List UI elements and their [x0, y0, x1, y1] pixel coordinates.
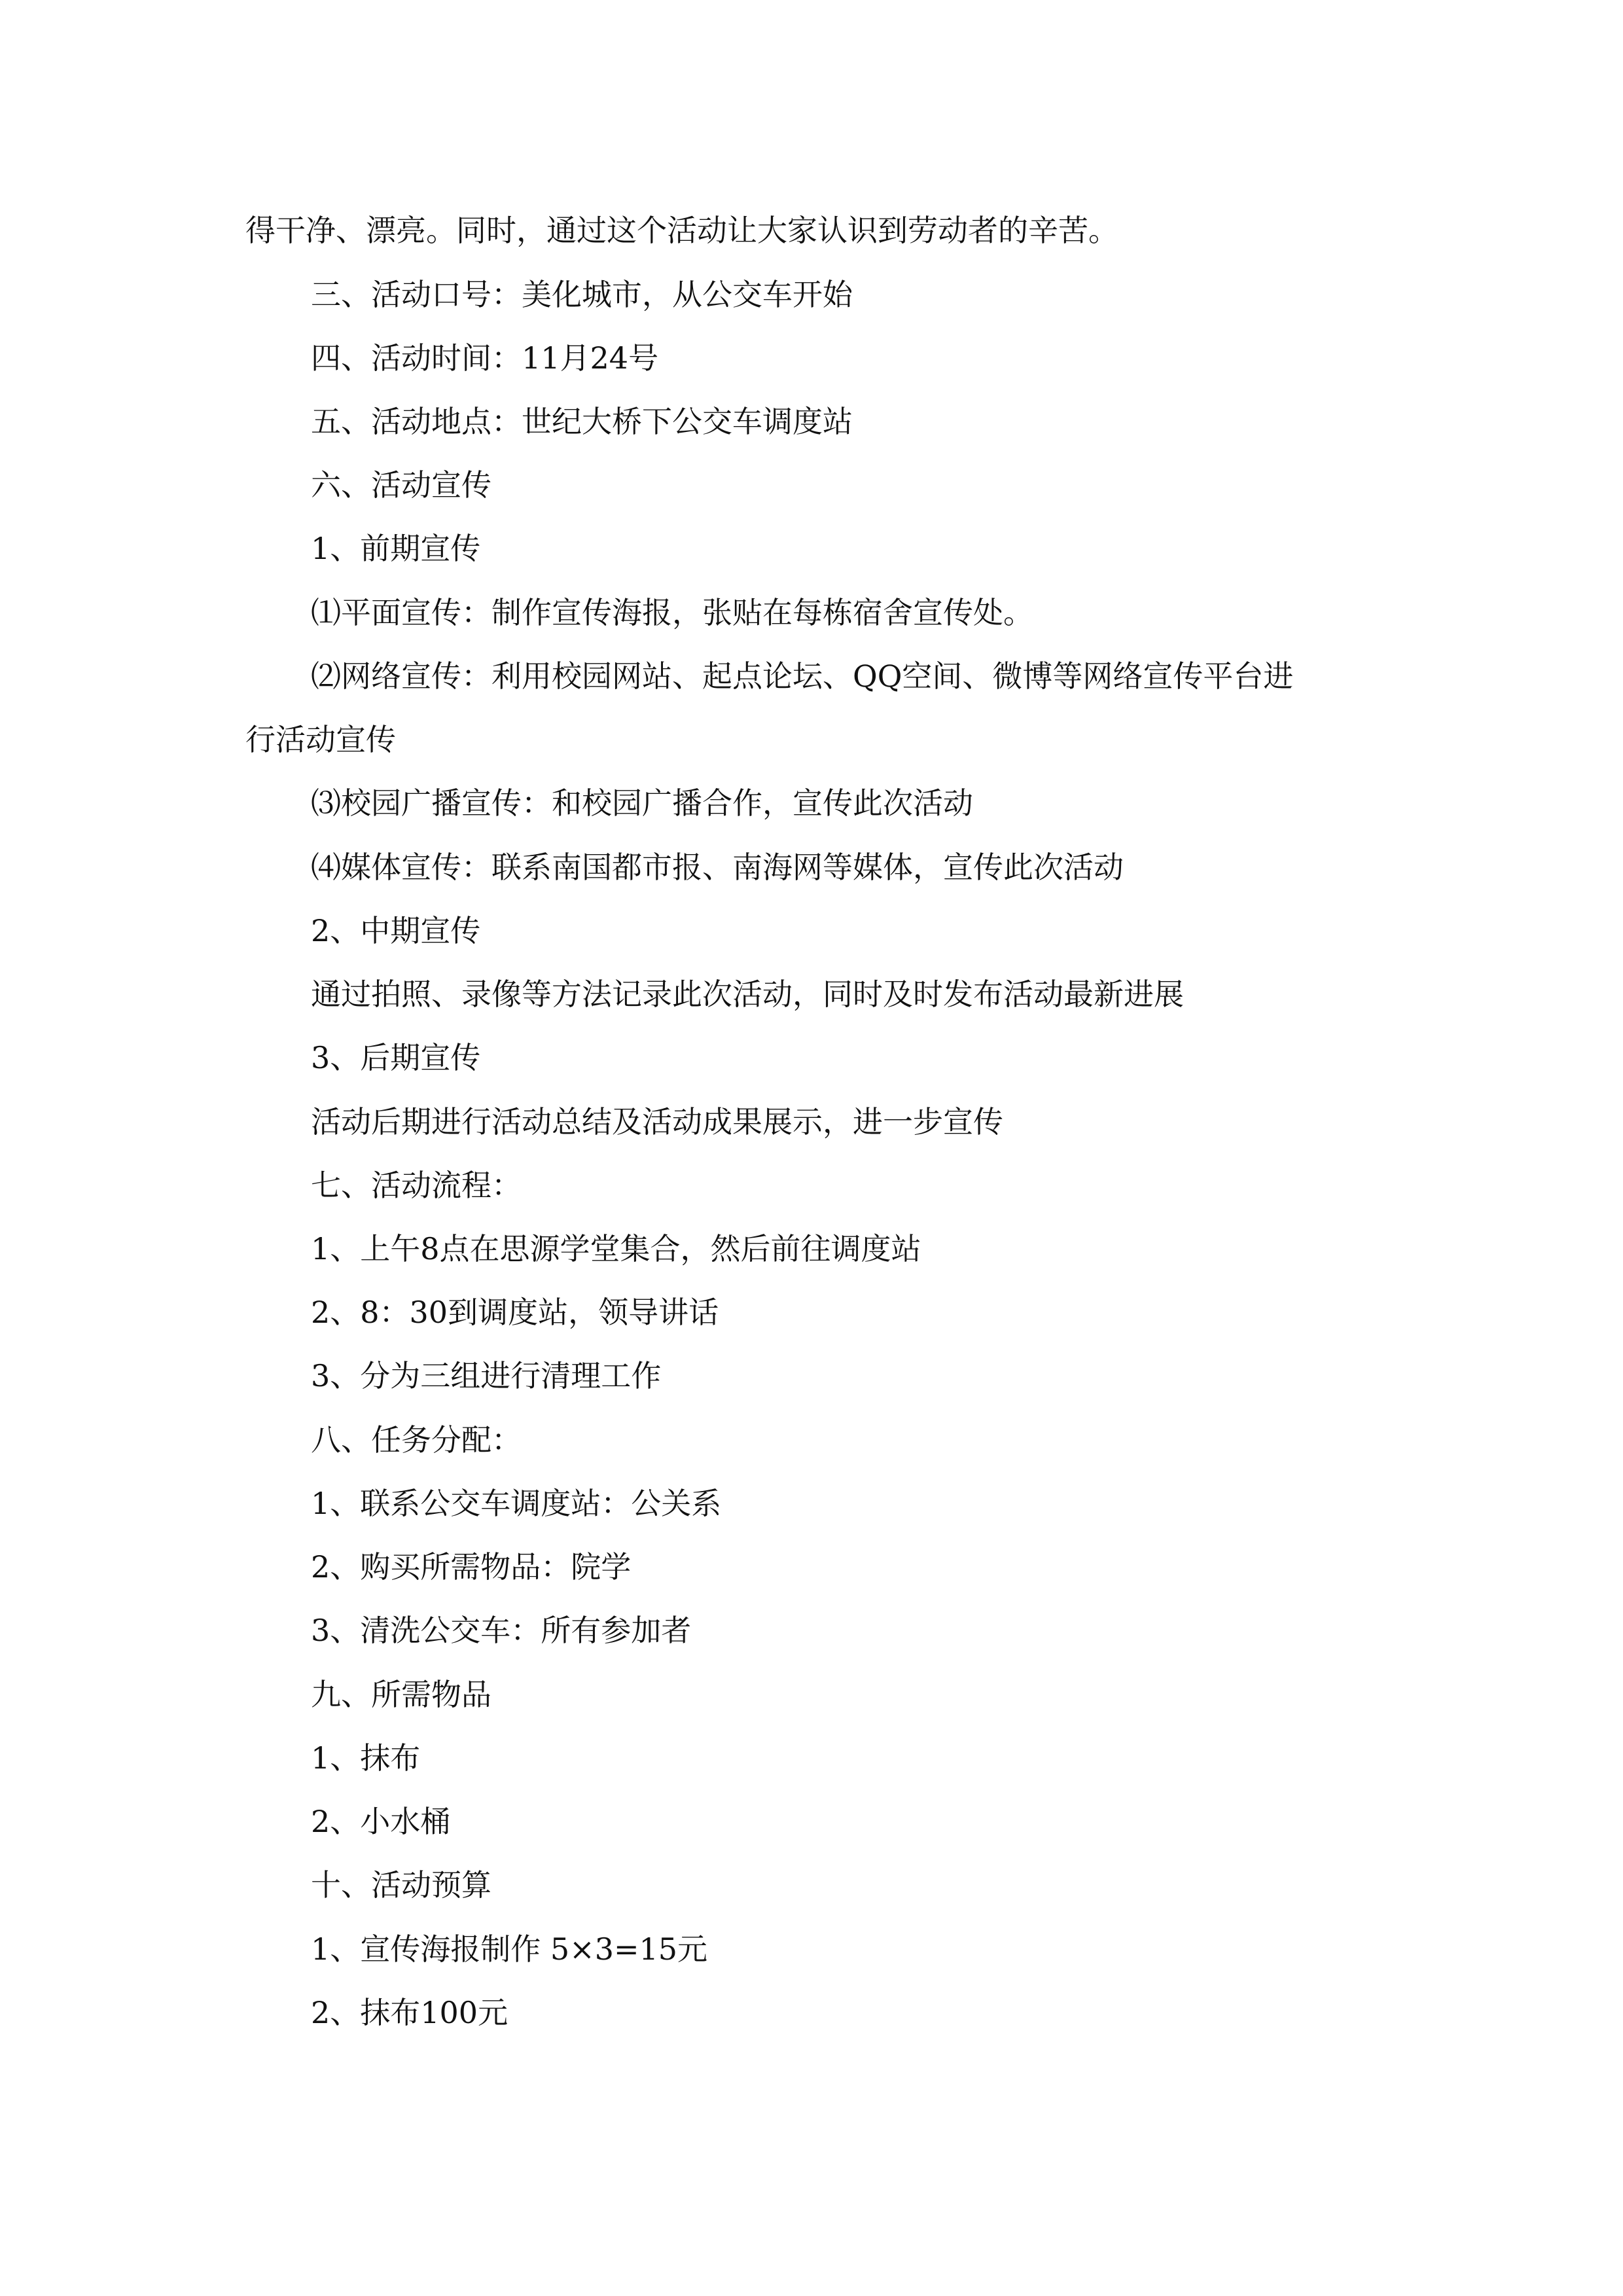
- paragraph-line: 得干净、漂亮。同时，通过这个活动让大家认识到劳动者的辛苦。: [245, 213, 1118, 248]
- list-item: 2、8：30到调度站，领导讲话: [311, 1295, 719, 1330]
- heading-time: 四、活动时间：11月24号: [311, 340, 659, 376]
- list-item: 3、清洗公交车：所有参加者: [311, 1613, 692, 1648]
- paragraph-line: 活动后期进行活动总结及活动成果展示，进一步宣传: [311, 1104, 1003, 1139]
- list-item-continuation: 行活动宣传: [245, 722, 396, 757]
- list-item: ⑴平面宣传：制作宣传海报，张贴在每栋宿舍宣传处。: [311, 595, 1033, 630]
- list-item: 1、宣传海报制作 5×3=15元: [311, 1931, 708, 1967]
- list-item: 3、分为三组进行清理工作: [311, 1358, 662, 1393]
- heading-slogan: 三、活动口号：美化城市，从公交车开始: [311, 277, 853, 312]
- subheading-mid-publicity: 2、中期宣传: [311, 913, 481, 948]
- heading-materials: 九、所需物品: [311, 1677, 491, 1712]
- heading-location: 五、活动地点：世纪大桥下公交车调度站: [311, 404, 853, 439]
- list-item: 2、小水桶: [311, 1804, 451, 1839]
- list-item: 1、抹布: [311, 1740, 421, 1776]
- list-item: ⑷媒体宣传：联系南国都市报、南海网等媒体，宣传此次活动: [311, 850, 1124, 885]
- subheading-late-publicity: 3、后期宣传: [311, 1040, 481, 1075]
- heading-process: 七、活动流程：: [311, 1168, 522, 1203]
- list-item: ⑵网络宣传：利用校园网站、起点论坛、QQ空间、微博等网络宣传平台进: [311, 658, 1294, 694]
- heading-tasks: 八、任务分配：: [311, 1422, 522, 1458]
- list-item: ⑶校园广播宣传：和校园广播合作，宣传此次活动: [311, 785, 973, 821]
- heading-budget: 十、活动预算: [311, 1867, 491, 1903]
- list-item: 1、上午8点在思源学堂集合，然后前往调度站: [311, 1231, 921, 1266]
- list-item: 2、抹布100元: [311, 1995, 508, 2030]
- paragraph-line: 通过拍照、录像等方法记录此次活动，同时及时发布活动最新进展: [311, 977, 1184, 1012]
- list-item: 2、购买所需物品：院学: [311, 1549, 632, 1585]
- list-item: 1、联系公交车调度站：公关系: [311, 1486, 722, 1521]
- heading-publicity: 六、活动宣传: [311, 467, 491, 503]
- subheading-early-publicity: 1、前期宣传: [311, 531, 481, 566]
